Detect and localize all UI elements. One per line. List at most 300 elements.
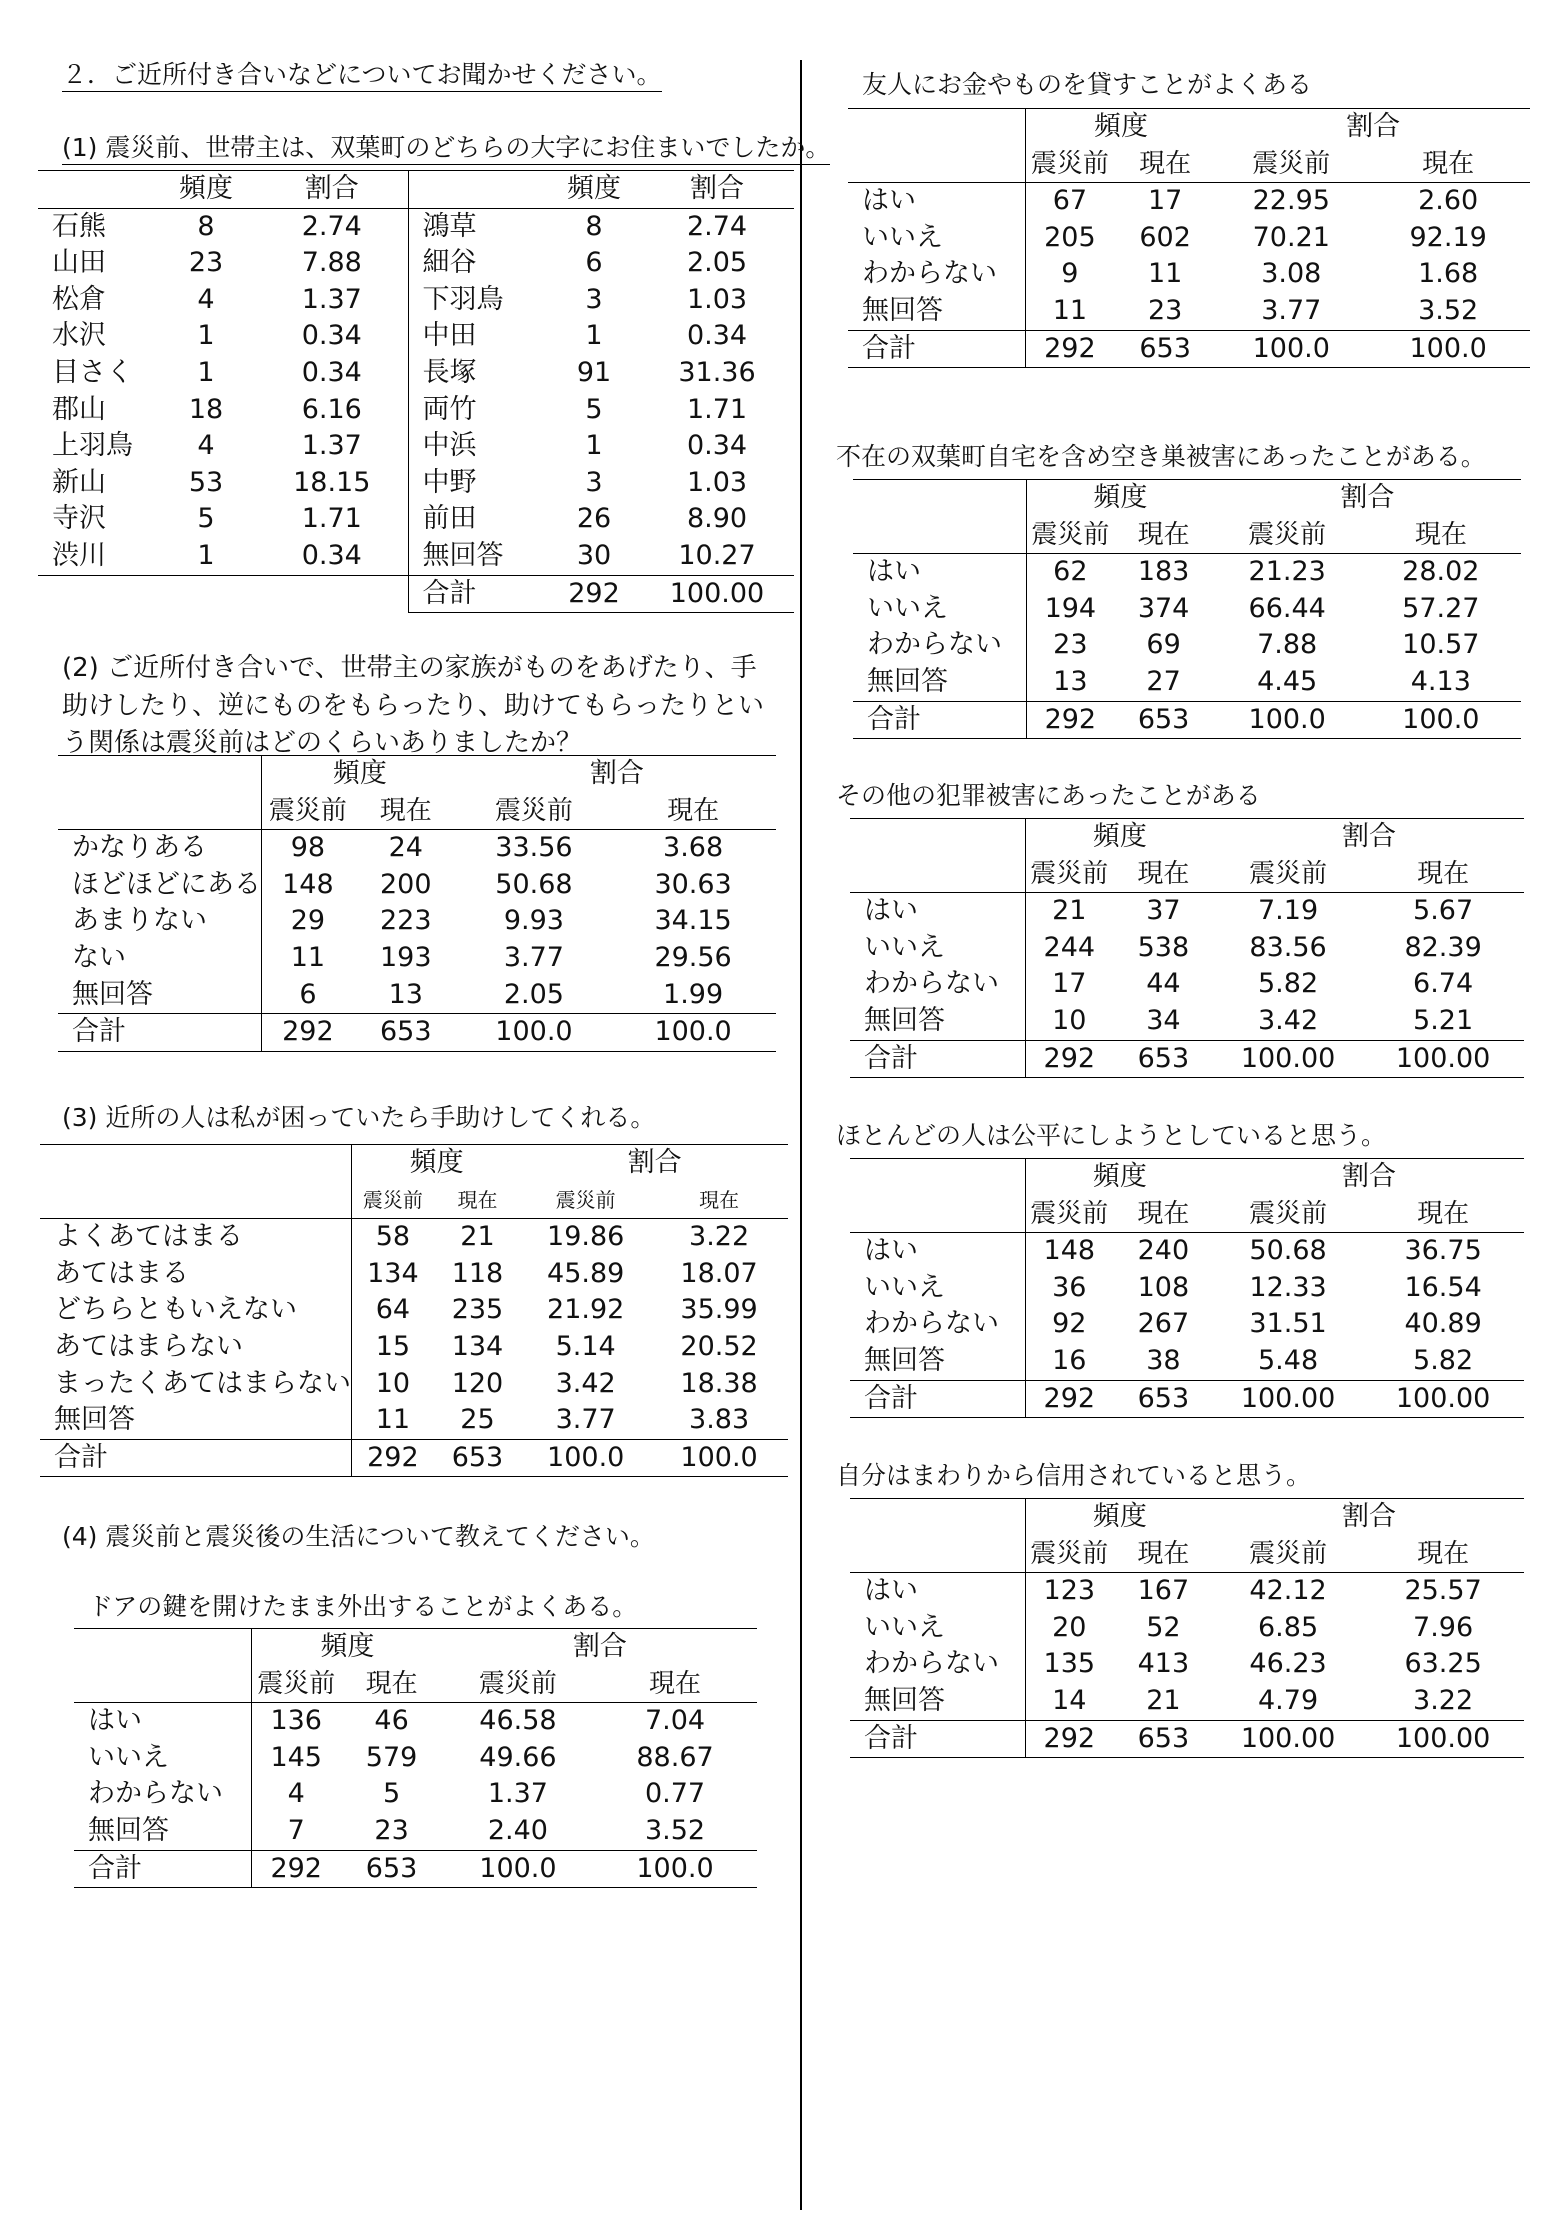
row-ratio: 6.16 [256, 392, 408, 429]
q4-total-value: 100.0 [443, 1850, 593, 1888]
q2-subheader-now: 現在 [610, 793, 776, 830]
row-value: 205 [1044, 221, 1096, 253]
r5-header-row [850, 1499, 1524, 1536]
row-value: 3.83 [650, 1402, 788, 1439]
row-value: 267 [1137, 1308, 1190, 1340]
q4-sub-title: ドアの鍵を開けたまま外出することがよくある。 [88, 1592, 638, 1621]
table-row [40, 1256, 788, 1293]
row-value: 5.82 [1258, 968, 1319, 1000]
row-value: 183 [1137, 556, 1190, 588]
q1-header-freq: 頻度 [548, 171, 640, 209]
row-value: 88.67 [636, 1741, 714, 1773]
row-value: 50.68 [495, 868, 573, 900]
row-label: 長塚 [422, 356, 477, 388]
row-value: 12.33 [1249, 1271, 1327, 1303]
row-value: 602 [1139, 221, 1191, 253]
row-ratio: 0.34 [256, 355, 408, 392]
r5-subheader-before: 震災前 [1214, 1536, 1362, 1573]
row-ratio: 10.27 [640, 538, 794, 575]
q1-header-freq: 頻度 [156, 171, 256, 209]
row-value: 413 [1137, 1648, 1190, 1680]
q1-header-ratio: 割合 [640, 171, 794, 209]
table-row [38, 538, 794, 575]
q1-title: (1) 震災前、世帯主は、双葉町のどちらの大字にお住まいでしたか。 [62, 133, 830, 163]
row-ratio: 1.37 [256, 428, 408, 465]
q3-subheader-now: 現在 [650, 1182, 788, 1219]
r3-total-label: 合計 [850, 1040, 1025, 1078]
row-value: 7.96 [1413, 1611, 1474, 1643]
table-row [850, 1343, 1524, 1380]
row-ratio: 8.90 [686, 503, 748, 535]
r2-total-label: 合計 [853, 701, 1027, 739]
row-value: 46.58 [479, 1705, 557, 1737]
section-title: ２．ご近所付き合いなどについてお聞かせください。 [62, 60, 662, 90]
r2-subheader-before: 震災前 [1214, 517, 1361, 554]
row-value: 33.56 [495, 832, 573, 864]
row-value: 538 [1137, 931, 1190, 963]
row-value: 579 [365, 1741, 418, 1773]
row-value: 28.02 [1402, 556, 1480, 588]
r3-table-wrap [850, 818, 1524, 1078]
q1-header-row [38, 171, 794, 209]
r1-table-wrap [848, 108, 1530, 368]
row-label: あてはまらない [40, 1329, 352, 1366]
row-ratio: 1.71 [686, 393, 748, 425]
q1-total-blank [38, 575, 156, 613]
table-row [38, 208, 794, 245]
q3-subheader-now: 現在 [434, 1182, 521, 1219]
row-value: 3.08 [1261, 258, 1322, 290]
q4-header-ratio: 割合 [443, 1629, 757, 1666]
row-value: 57.27 [1402, 592, 1480, 624]
q3-table-wrap [40, 1144, 788, 1477]
row-value: 13 [1027, 664, 1114, 701]
r2-header-freq: 頻度 [1027, 480, 1214, 517]
table-row [853, 627, 1521, 664]
row-label: はい [850, 1233, 1025, 1270]
row-value: 46 [374, 1705, 409, 1737]
row-value: 64 [375, 1294, 411, 1326]
row-value: 69 [1146, 629, 1181, 661]
r1-total-value: 100.0 [1216, 330, 1366, 368]
q2-table [58, 755, 776, 1052]
r5-total-value: 100.00 [1214, 1720, 1362, 1758]
r2-table-wrap [853, 479, 1521, 739]
row-value: 17 [1052, 968, 1087, 1000]
row-value: 6.74 [1413, 968, 1474, 1000]
row-value: 167 [1137, 1575, 1190, 1607]
r4-total-row [850, 1380, 1524, 1418]
q3-table [40, 1144, 788, 1477]
row-value: 244 [1043, 931, 1096, 963]
row-value: 20 [1052, 1611, 1087, 1643]
row-label: ほどほどにある [58, 867, 262, 904]
row-label: 無回答 [850, 1003, 1025, 1040]
row-value: 21 [1052, 895, 1087, 927]
r4-total-value: 653 [1113, 1380, 1214, 1418]
r1-subheader-before: 震災前 [1025, 146, 1114, 183]
r2-header-ratio: 割合 [1214, 480, 1521, 517]
r4-subheader-now: 現在 [1113, 1196, 1214, 1233]
row-label: はい [850, 893, 1025, 930]
row-label: 前田 [422, 503, 477, 535]
q2-subheader-now: 現在 [354, 793, 458, 830]
r1-header-ratio: 割合 [1216, 109, 1530, 146]
q1-total-label: 合計 [408, 575, 548, 613]
r4-subheader-before: 震災前 [1025, 1196, 1113, 1233]
q1-table [38, 170, 794, 613]
r4-table [850, 1158, 1524, 1418]
row-label: いいえ [850, 1270, 1025, 1307]
row-value: 240 [1137, 1235, 1190, 1267]
r1-subheader-now: 現在 [1114, 146, 1216, 183]
row-label: 無回答 [850, 1343, 1025, 1380]
row-value: 3.22 [689, 1221, 750, 1253]
q1-body [38, 171, 794, 613]
row-value: 37 [1146, 895, 1181, 927]
row-label: いいえ [850, 930, 1025, 967]
table-row [74, 1740, 757, 1777]
row-value: 108 [1137, 1271, 1190, 1303]
q3-title: (3) 近所の人は私が困っていたら手助けしてくれる。 [62, 1103, 656, 1132]
q4-body [74, 1629, 757, 1888]
column-divider [800, 60, 802, 2210]
row-value: 18.38 [680, 1367, 758, 1399]
q3-header-freq: 頻度 [352, 1145, 522, 1182]
q3-total-label: 合計 [40, 1439, 352, 1477]
row-value: 134 [367, 1257, 419, 1289]
row-value: 0.77 [644, 1778, 706, 1810]
r2-header-blank [853, 480, 1027, 554]
r5-total-row [850, 1720, 1524, 1758]
row-label: 郡山 [52, 393, 106, 425]
r5-header-freq: 頻度 [1025, 1499, 1214, 1536]
row-value: 29.56 [654, 941, 732, 973]
r3-subheader-now: 現在 [1113, 856, 1214, 893]
row-ratio: 1.03 [686, 283, 748, 315]
row-freq: 1 [197, 356, 215, 388]
row-label: 中田 [422, 320, 477, 352]
table-row [850, 1683, 1524, 1720]
r2-header-row [853, 480, 1521, 517]
row-value: 38 [1113, 1343, 1214, 1380]
row-value: 6.85 [1258, 1611, 1319, 1643]
row-value: 6 [262, 977, 354, 1014]
row-label: よくあてはまる [40, 1219, 352, 1256]
q4-header-blank [74, 1629, 252, 1703]
r3-header-freq: 頻度 [1025, 819, 1214, 856]
table-row [850, 1270, 1524, 1307]
row-label: 無回答 [40, 1402, 352, 1439]
r1-subheader-before: 震災前 [1216, 146, 1366, 183]
r1-body [848, 109, 1530, 368]
table-row [58, 977, 776, 1014]
row-freq: 30 [548, 538, 640, 575]
row-label: いいえ [848, 220, 1025, 257]
row-freq: 8 [585, 210, 603, 242]
row-value: 5 [382, 1778, 401, 1810]
row-value: 35.99 [680, 1294, 758, 1326]
row-label: 無回答 [58, 977, 262, 1014]
row-value: 46.23 [1249, 1648, 1327, 1680]
row-label: 無回答 [848, 293, 1025, 330]
row-label: 石熊 [52, 210, 106, 242]
r1-total-label: 合計 [848, 330, 1025, 368]
row-value: 23 [1053, 629, 1088, 661]
row-value: 21 [460, 1221, 495, 1253]
row-value: 135 [1043, 1648, 1096, 1680]
row-label: 無回答 [853, 664, 1027, 701]
row-value: 148 [1043, 1235, 1096, 1267]
row-value: 223 [379, 905, 432, 937]
row-value: 62 [1053, 556, 1088, 588]
table-row [38, 245, 794, 282]
row-label: わからない [853, 627, 1027, 664]
r5-subheader-now: 現在 [1362, 1536, 1524, 1573]
row-freq: 3 [585, 466, 603, 498]
row-value: 66.44 [1248, 592, 1326, 624]
row-value: 11 [1025, 293, 1114, 330]
row-value: 5.82 [1362, 1343, 1524, 1380]
q4-subheader-before: 震災前 [252, 1666, 341, 1703]
r2-body [853, 480, 1521, 739]
q2-title: (2) ご近所付き合いで、世帯主の家族がものをあげたり、手助けしたり、逆にものをもらったり、助けてもらったりという関係は震災前はどのくらいありましたか？ [62, 653, 765, 759]
row-label: いいえ [850, 1610, 1025, 1647]
row-value: 1.68 [1418, 258, 1479, 290]
row-freq: 3 [585, 283, 603, 315]
row-value: 40.89 [1404, 1308, 1482, 1340]
row-value: 98 [290, 832, 326, 864]
table-row [850, 1003, 1524, 1040]
q1-total-freq: 292 [548, 575, 640, 613]
row-value: 3.42 [555, 1367, 616, 1399]
r3-header-row [850, 819, 1524, 856]
r3-body [850, 819, 1524, 1078]
row-freq: 23 [188, 247, 224, 279]
r4-body [850, 1159, 1524, 1418]
row-label: 寺沢 [52, 503, 106, 535]
row-freq: 8 [197, 210, 215, 242]
row-value: 7 [252, 1813, 341, 1850]
table-row [38, 282, 794, 319]
row-value: 63.25 [1404, 1648, 1482, 1680]
row-label: 鴻草 [422, 210, 477, 242]
q1-total-ratio: 100.00 [640, 575, 794, 613]
q3-total-row [40, 1439, 788, 1477]
row-value: 4.45 [1214, 664, 1361, 701]
q2-header-ratio: 割合 [458, 756, 776, 793]
r5-table [850, 1498, 1524, 1758]
row-value: 23 [340, 1813, 442, 1850]
r5-header-blank [850, 1499, 1025, 1573]
r4-header-ratio: 割合 [1214, 1159, 1524, 1196]
q1-total-blank [156, 575, 256, 613]
table-row [40, 1219, 788, 1256]
row-label: 両竹 [422, 393, 477, 425]
r1-total-value: 292 [1025, 330, 1114, 368]
row-value: 4.79 [1214, 1683, 1362, 1720]
r4-table-wrap [850, 1158, 1524, 1418]
q4-table-wrap [74, 1628, 757, 1888]
table-row [850, 1573, 1524, 1610]
q4-total-value: 653 [340, 1850, 442, 1888]
q3-subheader-before: 震災前 [352, 1182, 434, 1219]
table-row [58, 867, 776, 904]
row-ratio: 0.34 [256, 538, 408, 575]
row-value: 5.67 [1413, 895, 1474, 927]
table-row [38, 465, 794, 502]
row-label: 渋川 [38, 538, 156, 575]
table-row [848, 183, 1530, 220]
table-row [74, 1813, 757, 1850]
q4-table [74, 1628, 757, 1888]
row-label: 水沢 [52, 320, 106, 352]
row-value: 1.99 [610, 977, 776, 1014]
row-value: 123 [1043, 1575, 1096, 1607]
q3-header-blank [40, 1145, 352, 1219]
r5-subheader-now: 現在 [1113, 1536, 1214, 1573]
row-label: はい [853, 554, 1027, 591]
q1-header-blank [38, 171, 156, 209]
row-value: 3.77 [1216, 293, 1366, 330]
q4-total-label: 合計 [74, 1850, 252, 1888]
q1-table-wrap [38, 170, 794, 613]
row-freq: 1 [585, 320, 603, 352]
r3-subheader-now: 現在 [1362, 856, 1524, 893]
r1-total-value: 653 [1114, 330, 1216, 368]
r1-header-row [848, 109, 1530, 146]
row-label: わからない [848, 256, 1025, 293]
q3-header-ratio: 割合 [521, 1145, 788, 1182]
r4-total-value: 100.00 [1362, 1380, 1524, 1418]
row-value: 16 [1025, 1343, 1113, 1380]
row-label: 中野 [422, 466, 477, 498]
row-value: 19.86 [547, 1221, 625, 1253]
r3-total-value: 100.00 [1214, 1040, 1362, 1078]
r2-subheader-now: 現在 [1114, 517, 1214, 554]
row-value: 134 [451, 1330, 504, 1362]
r5-total-label: 合計 [850, 1720, 1025, 1758]
table-row [850, 1306, 1524, 1343]
row-freq: 53 [188, 466, 224, 498]
r5-total-value: 100.00 [1362, 1720, 1524, 1758]
row-value: 24 [388, 832, 423, 864]
row-label: 上羽鳥 [52, 430, 133, 462]
table-row [38, 428, 794, 465]
table-row [40, 1402, 788, 1439]
table-row [40, 1292, 788, 1329]
table-row [58, 940, 776, 977]
row-value: 5.48 [1214, 1343, 1362, 1380]
row-freq: 18 [188, 393, 224, 425]
row-label: あまりない [58, 903, 262, 940]
q2-total-value: 653 [354, 1014, 458, 1052]
row-value: 3.52 [1366, 293, 1530, 330]
table-row [848, 220, 1530, 257]
table-row [40, 1366, 788, 1403]
row-value: 31.51 [1249, 1308, 1327, 1340]
row-value: 2.40 [443, 1813, 593, 1850]
r5-total-value: 292 [1025, 1720, 1113, 1758]
row-label: いいえ [74, 1740, 252, 1777]
row-value: 16.54 [1404, 1271, 1482, 1303]
table-row [74, 1703, 757, 1740]
row-value: 22.95 [1252, 185, 1330, 217]
q4-subheader-now: 現在 [340, 1666, 442, 1703]
q2-table-wrap [58, 755, 776, 1052]
r3-subheader-before: 震災前 [1214, 856, 1362, 893]
row-ratio: 2.74 [256, 208, 408, 245]
r2-total-value: 292 [1027, 701, 1114, 739]
r4-total-value: 292 [1025, 1380, 1113, 1418]
r4-header-blank [850, 1159, 1025, 1233]
row-value: 145 [270, 1741, 322, 1773]
row-ratio: 0.34 [256, 318, 408, 355]
r4-subheader-before: 震災前 [1214, 1196, 1362, 1233]
row-value: 3.68 [663, 832, 724, 864]
row-label: わからない [74, 1776, 252, 1813]
row-value: 10 [375, 1367, 411, 1399]
q4-title: (4) 震災前と震災後の生活について教えてください。 [62, 1522, 655, 1551]
q4-total-row [74, 1850, 757, 1888]
row-ratio: 0.34 [686, 320, 748, 352]
table-row [38, 392, 794, 429]
row-ratio: 1.37 [256, 282, 408, 319]
row-value: 58 [375, 1221, 411, 1253]
row-freq: 26 [576, 503, 612, 535]
row-value: 194 [1044, 592, 1097, 624]
r5-subheader-before: 震災前 [1025, 1536, 1113, 1573]
q1-header-ratio: 割合 [256, 171, 408, 209]
q1-total-blank [256, 575, 408, 613]
row-value: 2.05 [458, 977, 610, 1014]
row-label: 松倉 [52, 283, 106, 315]
row-freq: 5 [197, 503, 215, 535]
r2-total-row [853, 701, 1521, 739]
row-value: 5.21 [1362, 1003, 1524, 1040]
row-value: 50.68 [1249, 1235, 1327, 1267]
r3-total-row [850, 1040, 1524, 1078]
r2-title: 不在の双葉町自宅を含め空き巣被害にあったことがある。 [836, 442, 1486, 471]
table-row [850, 1646, 1524, 1683]
r1-title: 友人にお金やものを貸すことがよくある [862, 70, 1313, 99]
row-value: 42.12 [1249, 1575, 1327, 1607]
q4-header-freq: 頻度 [252, 1629, 443, 1666]
r4-total-value: 100.00 [1214, 1380, 1362, 1418]
row-value: 13 [354, 977, 458, 1014]
row-value: 11 [352, 1402, 434, 1439]
row-ratio: 31.36 [678, 356, 756, 388]
row-value: 7.19 [1258, 895, 1319, 927]
r4-subheader-now: 現在 [1362, 1196, 1524, 1233]
r5-table-wrap [850, 1498, 1524, 1758]
q2-subheader-before: 震災前 [262, 793, 354, 830]
row-value: 9 [1061, 258, 1079, 290]
q2-body [58, 756, 776, 1052]
row-value: 2.60 [1418, 185, 1479, 217]
row-value: 7.88 [1257, 629, 1318, 661]
row-label: いいえ [853, 591, 1027, 628]
row-value: 15 [375, 1330, 411, 1362]
row-ratio: 0.34 [686, 430, 748, 462]
table-row [38, 318, 794, 355]
row-freq: 4 [197, 283, 215, 315]
q2-total-label: 合計 [58, 1014, 262, 1052]
row-freq: 1 [585, 430, 603, 462]
row-label: 中浜 [422, 430, 477, 462]
r2-total-value: 100.0 [1214, 701, 1361, 739]
row-value: 30.63 [654, 868, 732, 900]
